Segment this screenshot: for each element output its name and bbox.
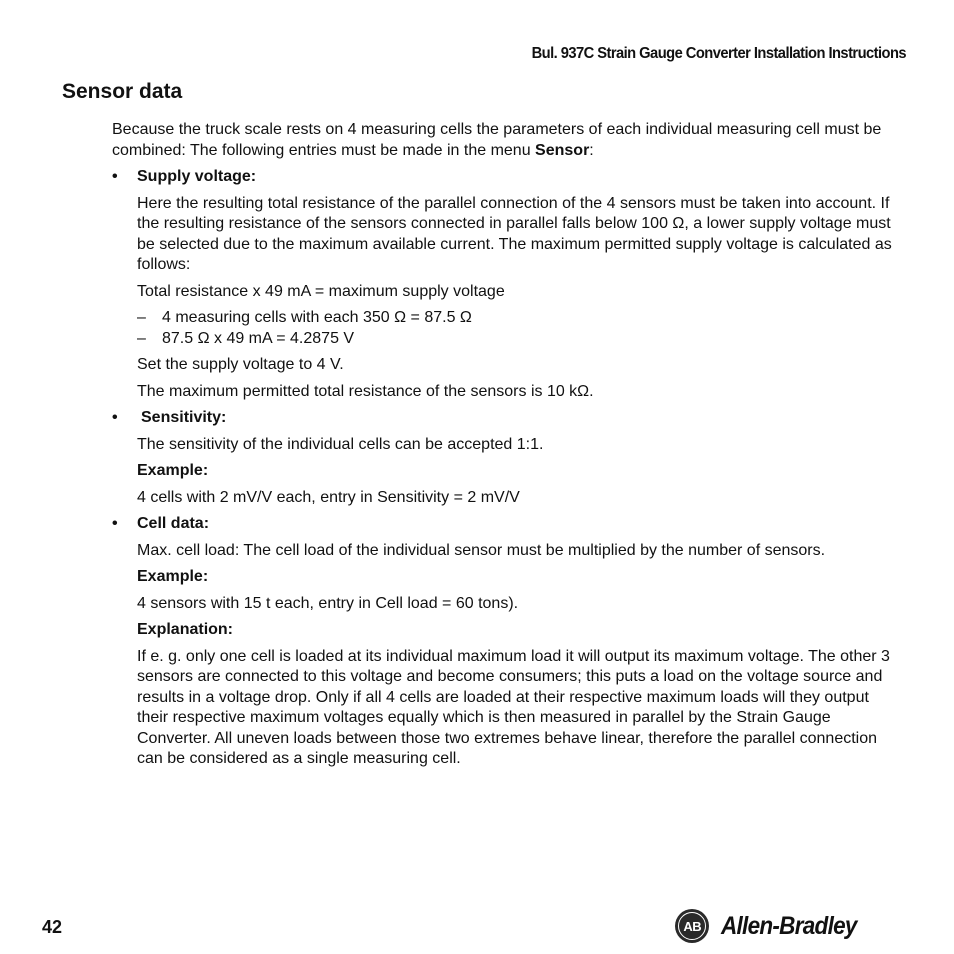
explanation-paragraph: If e. g. only one cell is loaded at its individual maximum load it will output its maximum voltage. The other 3 sensors are connected to this voltage and become consumers; this puts a load on the voltage source and results in a voltage drop. Only if all 4 cells are loaded at their respective maximum loads will they output their respective maximum voltages equally which is then measured in parallel by the Strain Gauge Converter. All uneven loads between those two extremes behave linear, therefore the parallel connection can be considered as a single measuring cell. [137, 647, 890, 767]
bullet-symbol: • [112, 168, 118, 185]
supply-voltage-heading: Supply voltage: [137, 168, 257, 185]
calc-step-1-text: 4 measuring cells with each 350 Ω = 87.5 Ω [162, 309, 472, 326]
explanation-label: Explanation: [137, 621, 234, 638]
max-resistance-text: The maximum permitted total resistance of the sensors is 10 kΩ. [137, 382, 594, 400]
bullet-symbol: • [112, 515, 118, 532]
cell-data-example: 4 sensors with 15 t each, entry in Cell load = 60 tons). [137, 594, 519, 612]
calc-step-2 [137, 329, 902, 350]
sensitivity-paragraph: The sensitivity of the individual cells can be accepted 1:1. [137, 435, 544, 453]
section-title: Sensor data [62, 80, 183, 103]
intro-paragraph [112, 120, 902, 161]
brand-logo [675, 908, 872, 944]
running-header: Bul. 937C Strain Gauge Converter Installation Instructions [531, 45, 906, 62]
cell-data-heading: Cell data: [137, 515, 210, 532]
ab-logo-icon [675, 909, 709, 943]
ab-logo-text: AB [683, 918, 702, 934]
bullet-symbol: • [112, 409, 118, 426]
sensitivity-heading: Sensitivity: [141, 409, 227, 426]
set-voltage-text: Set the supply voltage to 4 V. [137, 356, 344, 373]
supply-formula: Total resistance x 49 mA = maximum supply voltage [137, 282, 505, 300]
dash-symbol: – [137, 329, 146, 347]
calc-step-2-text: 87.5 Ω x 49 mA = 4.2875 V [162, 329, 355, 347]
document-body [112, 120, 902, 770]
bullet-sensitivity [112, 408, 902, 429]
cell-data-example-label: Example: [137, 568, 209, 585]
sensitivity-example: 4 cells with 2 mV/V each, entry in Sensitivity = 2 mV/V [137, 488, 520, 506]
sensitivity-example-label: Example: [137, 462, 209, 479]
menu-name-sensor: Sensor [535, 141, 590, 159]
page-number: 42 [42, 917, 63, 937]
brand-name: Allen-Bradley [721, 911, 857, 940]
intro-suffix: : [589, 141, 594, 159]
bullet-cell-data [112, 514, 902, 535]
cell-data-paragraph: Max. cell load: The cell load of the individual sensor must be multiplied by the number of sensors. [137, 541, 826, 559]
supply-voltage-paragraph: Here the resulting total resistance of the parallel connection of the 4 sensors must be taken into account. If the resulting resistance of the sensors connected in parallel falls below 100 Ω, a lower supply voltage must be selected due to the maximum available current. The maximum permitted supply voltage is calculated as follows: [137, 194, 892, 273]
bullet-supply-voltage [112, 167, 902, 188]
calc-step-1 [137, 308, 902, 329]
intro-text: Because the truck scale rests on 4 measuring cells the parameters of each individual measuring cell must be combined: The following entries must be made in the menu [112, 121, 882, 159]
dash-symbol: – [137, 309, 146, 326]
